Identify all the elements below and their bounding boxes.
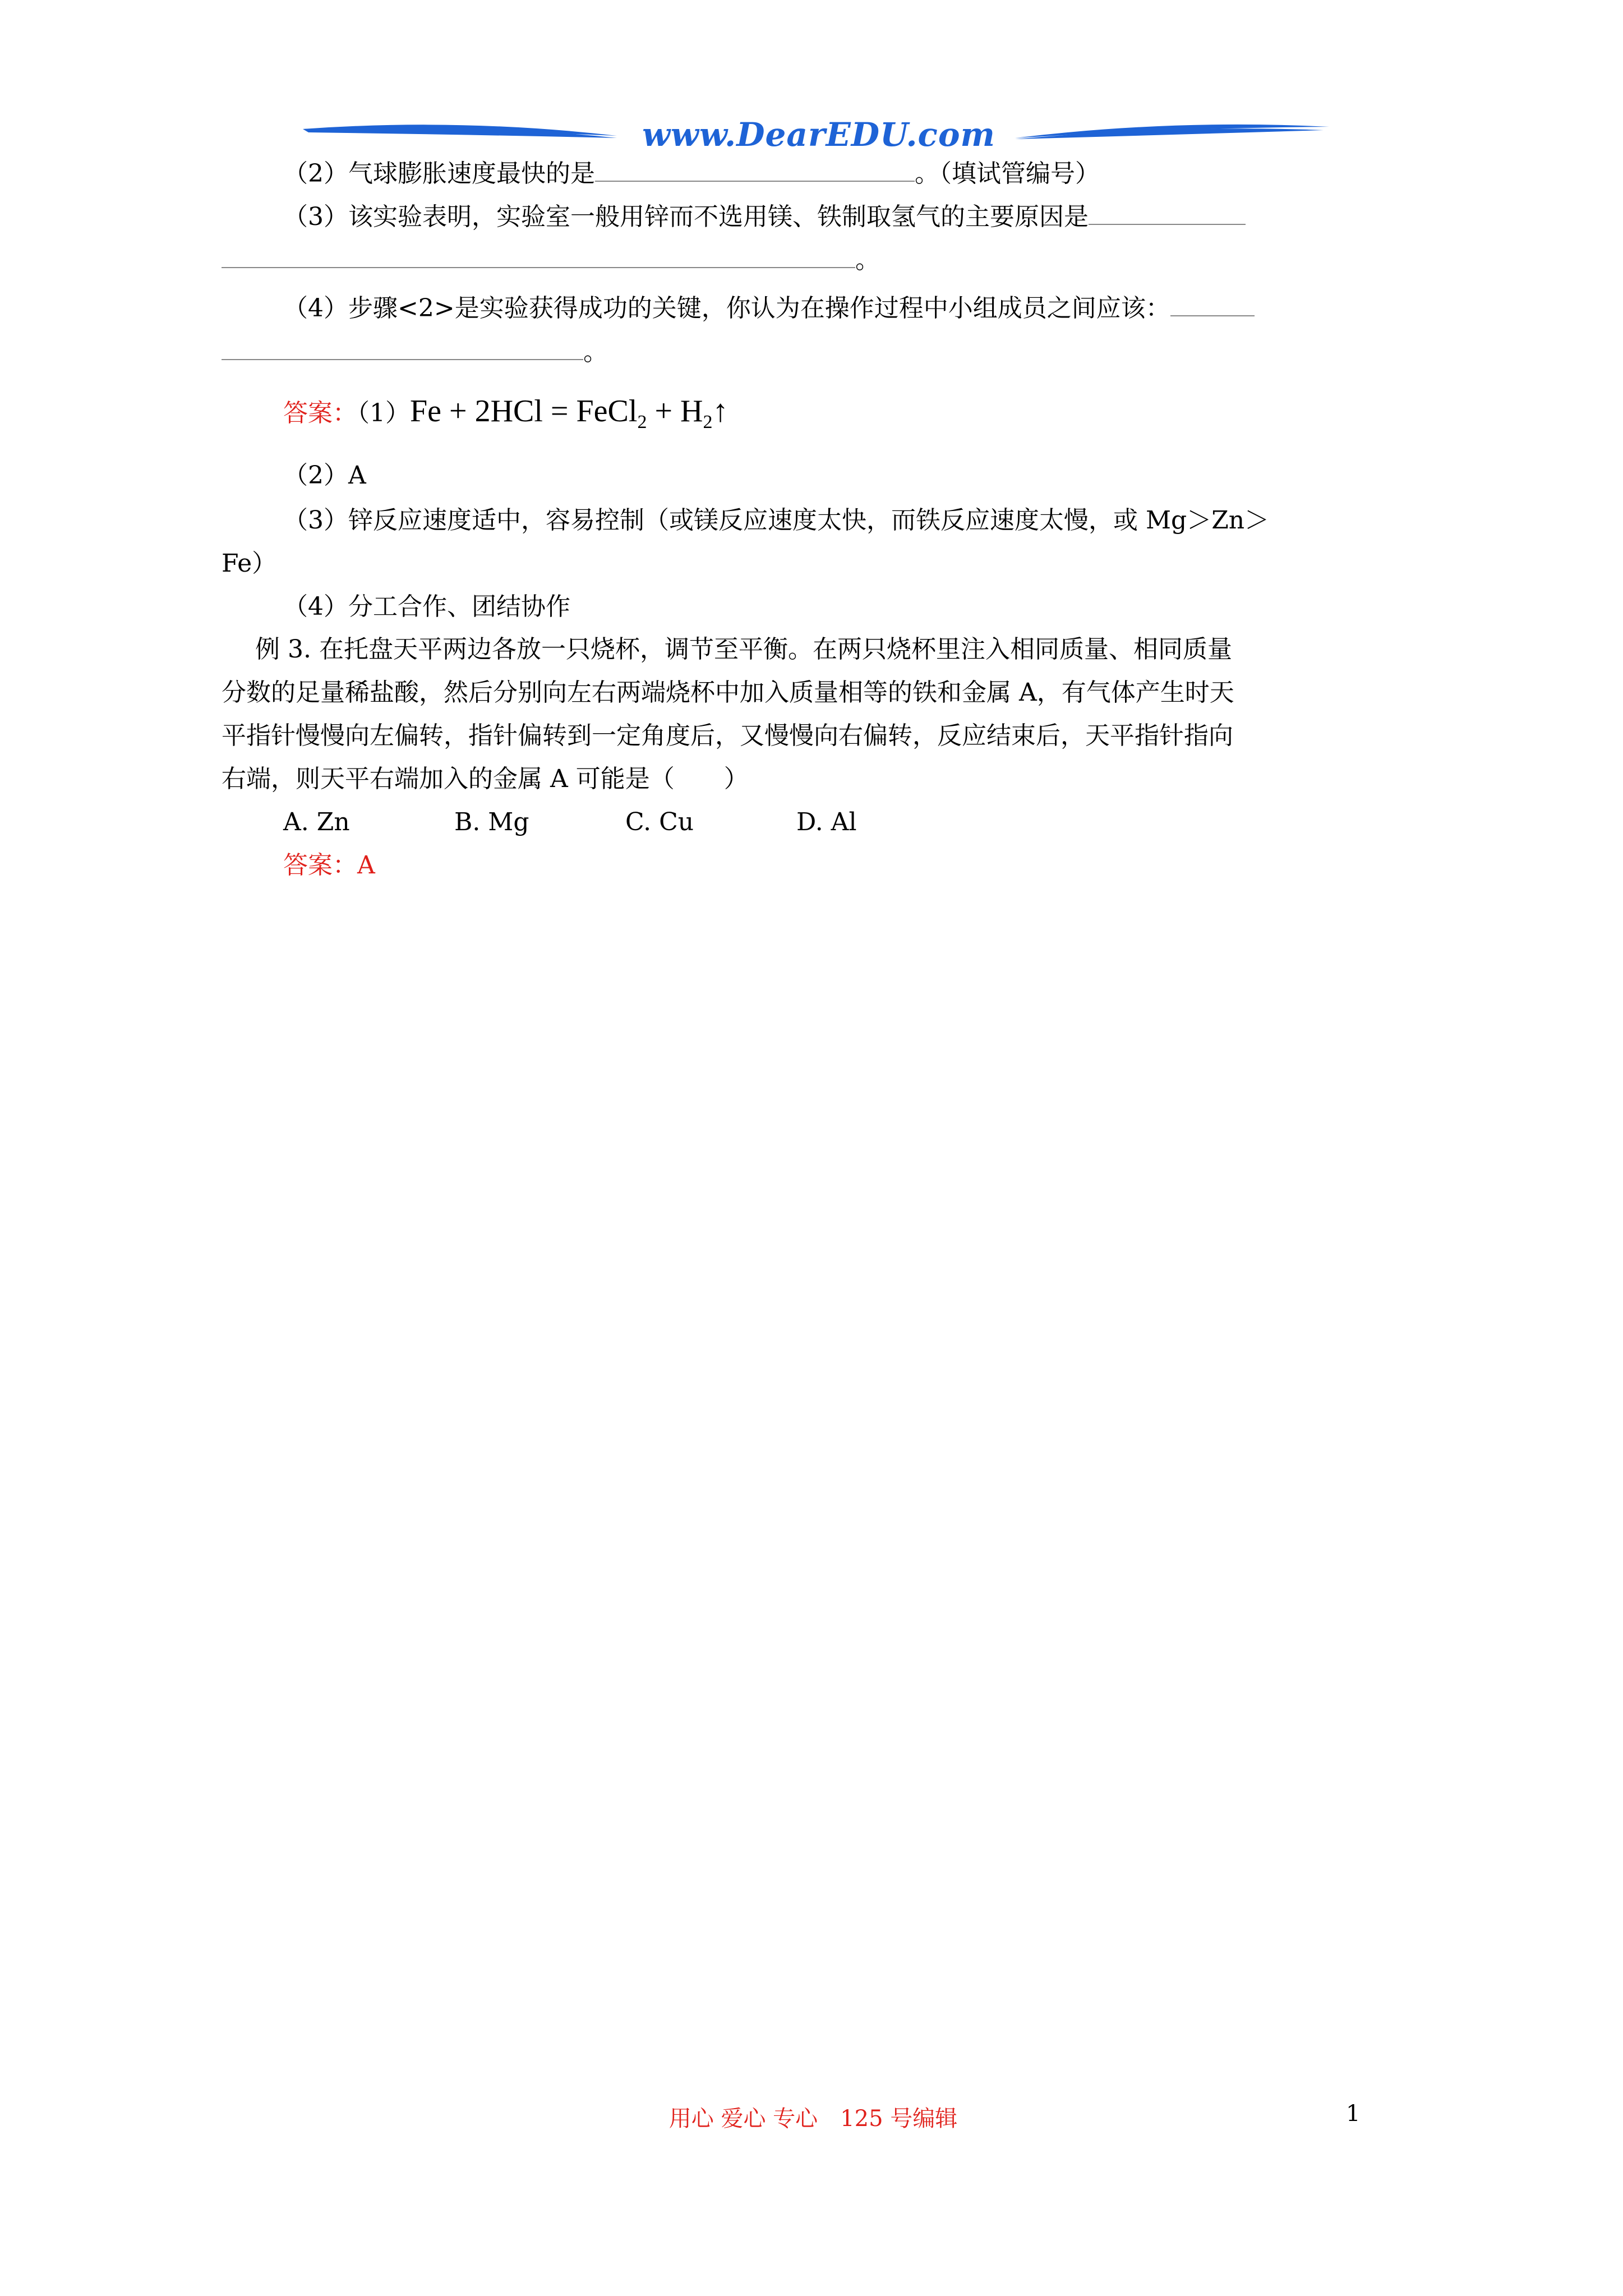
chemical-equation xyxy=(410,394,728,433)
answer-3: （3）锌反应速度适中，容易控制（或镁反应速度太快，而铁反应速度太慢，或 Mg＞Zn＞ xyxy=(283,506,1270,535)
site-logo-text: www.DearEDU.com xyxy=(642,116,995,154)
question-4-suffix: 。 xyxy=(583,338,608,366)
question-3-blank-2 xyxy=(222,242,855,268)
equation-left: Fe + 2HCl = FeCl xyxy=(410,394,638,429)
answer-label: 答案： xyxy=(283,399,357,427)
equation-mid: + H xyxy=(647,394,703,429)
question-2-text: （2）气球膨胀速度最快的是 xyxy=(283,159,595,188)
example-3-answer xyxy=(283,849,375,882)
answer-1 xyxy=(283,392,728,442)
question-4-blank-2 xyxy=(222,334,583,360)
question-4 xyxy=(283,291,1255,325)
answer-4: （4）分工合作、团结协作 xyxy=(283,592,570,621)
example-3-answer-label: 答案： xyxy=(283,851,357,880)
header-banner xyxy=(303,112,1329,157)
question-3-suffix: 。 xyxy=(855,246,880,274)
question-4-cont xyxy=(222,334,608,369)
question-2 xyxy=(283,156,1100,191)
example-3-line-1: 例 3. 在托盘天平两边各放一只烧杯，调节至平衡。在两只烧杯里注入相同质量、相同质量 xyxy=(255,635,1232,664)
answer-1-number: （1） xyxy=(357,399,410,427)
question-4-blank xyxy=(1170,291,1255,316)
example-3-line-3: 平指针慢慢向左偏转，指针偏转到一定角度后，又慢慢向右偏转，反应结束后，天平指针指向 xyxy=(222,721,1233,750)
option-d: D. Al xyxy=(796,808,857,836)
option-c: C. Cu xyxy=(625,808,694,836)
example-3-answer-value: A xyxy=(357,851,375,880)
equation-subscript-2: 2 xyxy=(703,412,713,433)
example-3-line-2: 分数的足量稀盐酸，然后分别向左右两端烧杯中加入质量相等的铁和金属 A，有气体产生时天 xyxy=(222,678,1234,707)
question-3 xyxy=(283,199,1246,234)
question-3-blank xyxy=(1089,199,1246,225)
question-3-text: （3）该实验表明，实验室一般用锌而不选用镁、铁制取氢气的主要原因是 xyxy=(283,203,1089,231)
question-2-blank xyxy=(595,156,915,182)
option-b: B. Mg xyxy=(454,808,529,836)
page-number: 1 xyxy=(1346,2101,1361,2127)
option-a: A. Zn xyxy=(283,808,350,836)
question-2-suffix: 。（填试管编号） xyxy=(915,159,1100,188)
question-4-text: （4）步骤<2>是实验获得成功的关键，你认为在操作过程中小组成员之间应该： xyxy=(283,294,1170,323)
answer-3-cont: Fe） xyxy=(222,549,277,578)
equation-subscript-1: 2 xyxy=(637,412,647,433)
example-3-line-4: 右端，则天平右端加入的金属 A 可能是（ ） xyxy=(222,765,749,793)
question-3-cont xyxy=(222,242,880,277)
up-arrow-icon: ↑ xyxy=(712,394,728,429)
answer-2: （2）A xyxy=(283,461,366,490)
footer-text: 用心 爱心 专心 125 号编辑 xyxy=(668,2106,958,2132)
